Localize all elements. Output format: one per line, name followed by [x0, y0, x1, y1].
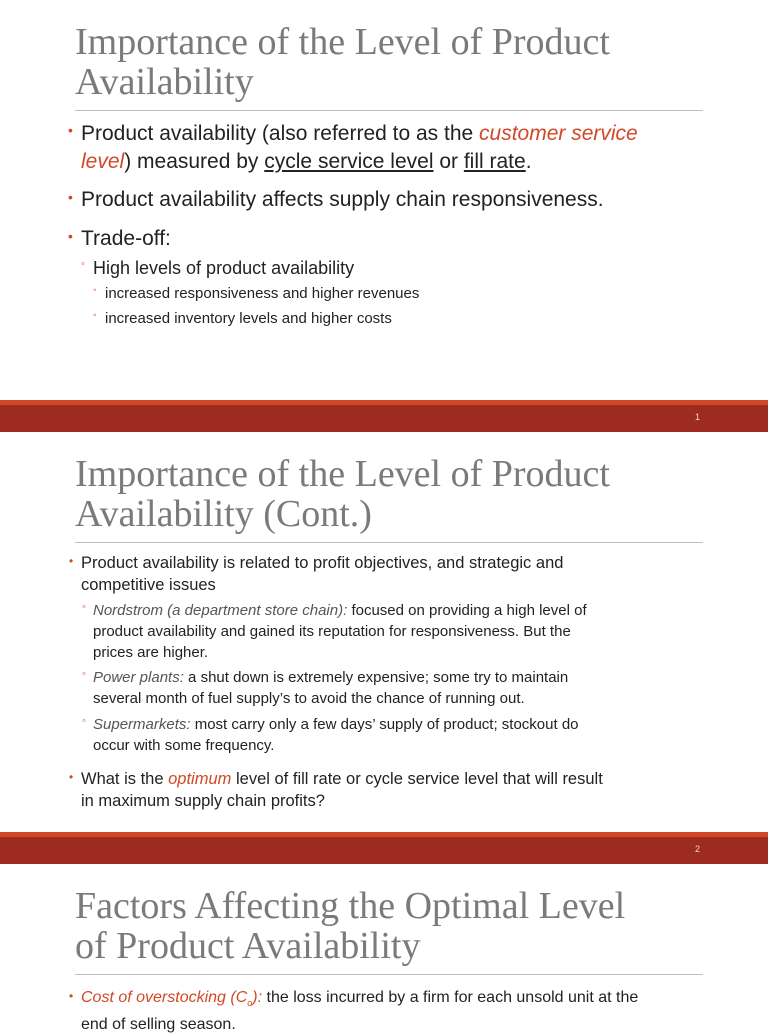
text-run: focused on providing a high level of: [347, 602, 587, 619]
sub-bullet-text: [93, 667, 713, 709]
emphasis-text: customer service: [479, 122, 638, 145]
title-rule: [75, 974, 703, 975]
footer-accent: [0, 832, 768, 837]
text-line: occur with some frequency.: [93, 737, 275, 754]
title-rule: [75, 110, 703, 111]
sub-bullet-icon: ◦: [93, 285, 97, 296]
sub-bullet-icon: ◦: [82, 601, 86, 613]
text-run: the loss incurred by a firm for each unsold unit at the: [262, 989, 639, 1006]
slide-title: [75, 454, 610, 534]
emphasis-text: level: [81, 150, 125, 173]
text-run: or: [433, 150, 464, 173]
text-line: product availability and gained its reputation for responsiveness. But the: [93, 623, 571, 640]
text-line: competitive issues: [81, 576, 216, 594]
bullet-text: [81, 768, 711, 812]
text-run: most carry only a few days’ supply of product; stockout do: [190, 716, 579, 733]
sub-bullet-icon: ◦: [93, 310, 97, 321]
slide-1: [0, 0, 768, 432]
title-line: of Product Availability: [75, 925, 421, 967]
bullet-text: Product availability affects supply chain responsiveness.: [81, 188, 604, 211]
text-run: ) measured by: [124, 150, 265, 173]
bullet-icon: •: [68, 122, 73, 138]
bullet-icon: •: [69, 989, 74, 1003]
sub-bullet-text: High levels of product availability: [93, 258, 355, 278]
underlined-term: cycle service level: [264, 150, 434, 173]
title-line: Availability (Cont.): [75, 493, 372, 535]
bullet-text: Trade-off:: [81, 227, 171, 250]
slide-2: [0, 432, 768, 864]
page-number: 2: [694, 844, 700, 854]
slide-3: [0, 864, 768, 1034]
text-run: .: [525, 150, 532, 173]
title-line: Availability: [75, 61, 254, 103]
text-run: Product availability (also referred to as the: [81, 122, 480, 145]
title-line: Importance of the Level of Product: [75, 453, 610, 495]
bullet-text: [81, 120, 711, 176]
emphasis-text: optimum: [168, 770, 232, 788]
sub-bullet-text: increased inventory levels and higher costs: [105, 310, 392, 327]
footer-accent: [0, 400, 768, 405]
bullet-icon: •: [68, 228, 73, 244]
text-line: end of selling season.: [81, 1016, 236, 1034]
underlined-term: fill rate: [463, 150, 526, 173]
bullet-icon: •: [68, 189, 73, 205]
bullet-icon: •: [69, 770, 74, 784]
text-run: What is the: [81, 770, 169, 788]
title-rule: [75, 542, 703, 543]
title-line: Factors Affecting the Optimal Level: [75, 885, 626, 927]
sub-bullet-icon: ◦: [82, 668, 86, 680]
emphasis-text: Cost of overstocking (C: [81, 989, 248, 1006]
sub-bullet-text: [93, 600, 713, 663]
label-text: Power plants:: [93, 669, 184, 686]
bullet-text: [81, 987, 711, 1036]
sub-bullet-icon: ◦: [81, 258, 85, 270]
footer-bar: [0, 400, 768, 432]
bullet-text: [81, 552, 711, 596]
text-line: in maximum supply chain profits?: [81, 792, 325, 810]
text-line: prices are higher.: [93, 644, 209, 661]
text-line: several month of fuel supply’s to avoid the chance of running out.: [93, 690, 525, 707]
bullet-icon: •: [69, 554, 74, 568]
label-text: Nordstrom (a department store chain):: [93, 602, 348, 619]
sub-bullet-text: [93, 714, 713, 756]
title-line: Importance of the Level of Product: [75, 21, 610, 63]
text-run: level of fill rate or cycle service level that will result: [231, 770, 603, 788]
slide-title: [75, 22, 610, 102]
text-run: a shut down is extremely expensive; some try to maintain: [183, 669, 569, 686]
subscript-text: o: [247, 998, 253, 1009]
label-text: Supermarkets:: [93, 716, 191, 733]
emphasis-text: ):: [252, 989, 263, 1006]
footer-bar: [0, 832, 768, 864]
sub-bullet-text: increased responsiveness and higher revenues: [105, 285, 420, 302]
page-number: 1: [694, 412, 700, 422]
sub-bullet-icon: ◦: [82, 715, 86, 727]
slide-title: [75, 886, 625, 966]
text-line: Product availability is related to profit objectives, and strategic and: [81, 554, 564, 572]
